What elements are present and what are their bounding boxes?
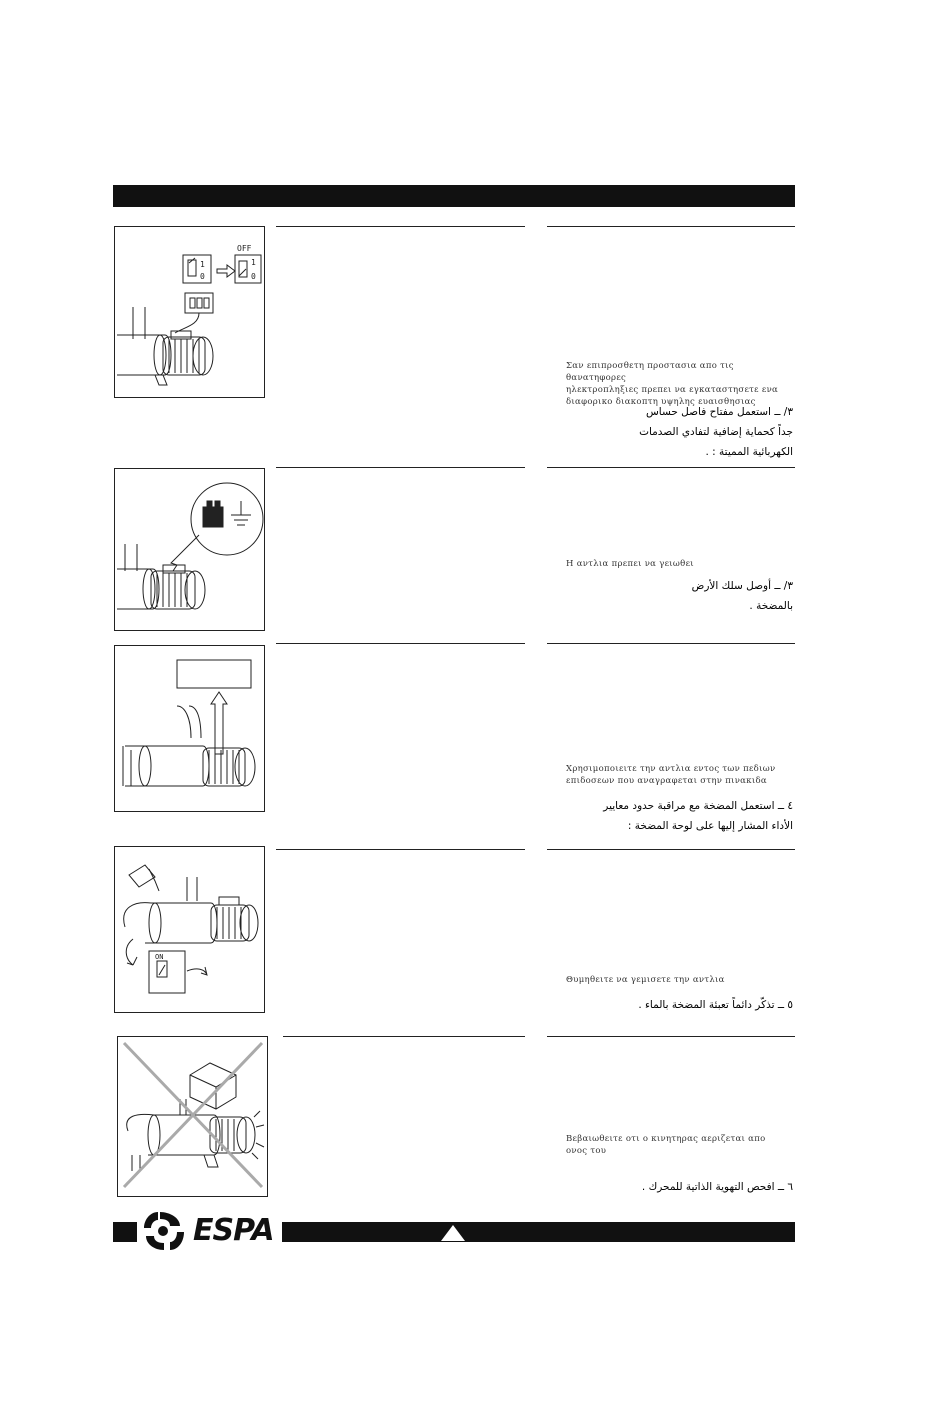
brand-name: ESPA (193, 1213, 274, 1248)
switch2-on-mark: 1 (251, 258, 256, 267)
divider (547, 1036, 795, 1037)
figure-earth-ground (114, 468, 265, 631)
arabic-text-1: ٣/ ــ استعمل مفتاح فاصل حساس جداً كحماية إضافية لتفادي الصدمات الكهربائية المميتة : . (639, 406, 793, 458)
arabic-text-5: ٦ ــ افحص التهوية الذاتية للمحرك . (641, 1181, 793, 1193)
divider (276, 467, 525, 468)
figure-rating-plate (114, 645, 265, 812)
figure-switch-off (114, 226, 265, 398)
off-label: OFF (237, 244, 252, 253)
greek-text-3: Χρησιμοποιειτε την αντλια εντος των πεδιων επιδοσεων που αναγραφεται στην πινακιδα (566, 764, 776, 786)
arabic-text-2: ٣/ ــ أوصل سلك الأرض بالمضخة . (691, 580, 793, 612)
divider (283, 1036, 525, 1037)
espa-logo-icon (140, 1210, 192, 1252)
divider (276, 849, 525, 850)
divider (276, 643, 525, 644)
figure-fill-pump (114, 846, 265, 1013)
switch-off-mark: 0 (200, 272, 205, 281)
warning-triangle-icon (440, 1224, 466, 1242)
switch2-off-mark: 0 (251, 272, 256, 281)
greek-text-4: Θυμηθειτε να γεμισετε την αντλια (566, 975, 725, 985)
header-bar (113, 185, 795, 207)
divider (547, 643, 795, 644)
switch-on-mark: 1 (200, 260, 205, 269)
arabic-text-4: ٥ ــ تذكّر دائماً تعبئة المضخة بالماء . (638, 999, 793, 1011)
footer-bar-left (113, 1222, 137, 1242)
divider (547, 467, 795, 468)
arabic-text-3: ٤ ــ استعمل المضخة مع مراقبة حدود معايير الأداء المشار إليها على لوحة المضخة : (603, 800, 793, 832)
greek-text-1: Σαν επιπροσθετη προστασια απο τις θανατηφορες ηλεκτροπληξιες πρεπει να εγκαταστησετε ενα διαφορικο διακοπτη υψηλης ευαισθησιας (566, 361, 779, 407)
espa-logo (140, 1210, 280, 1252)
divider (547, 849, 795, 850)
on-label: ON (155, 953, 164, 961)
greek-text-5: Βεβαιωθειτε οτι ο κινητηρας αεριζεται απο ονος του (566, 1134, 766, 1156)
divider (276, 226, 525, 227)
divider (547, 226, 795, 227)
greek-text-2: Η αντλια πρεπει να γειωθει (566, 559, 694, 569)
footer-bar (282, 1222, 795, 1242)
figure-motor-ventilation (117, 1036, 268, 1197)
